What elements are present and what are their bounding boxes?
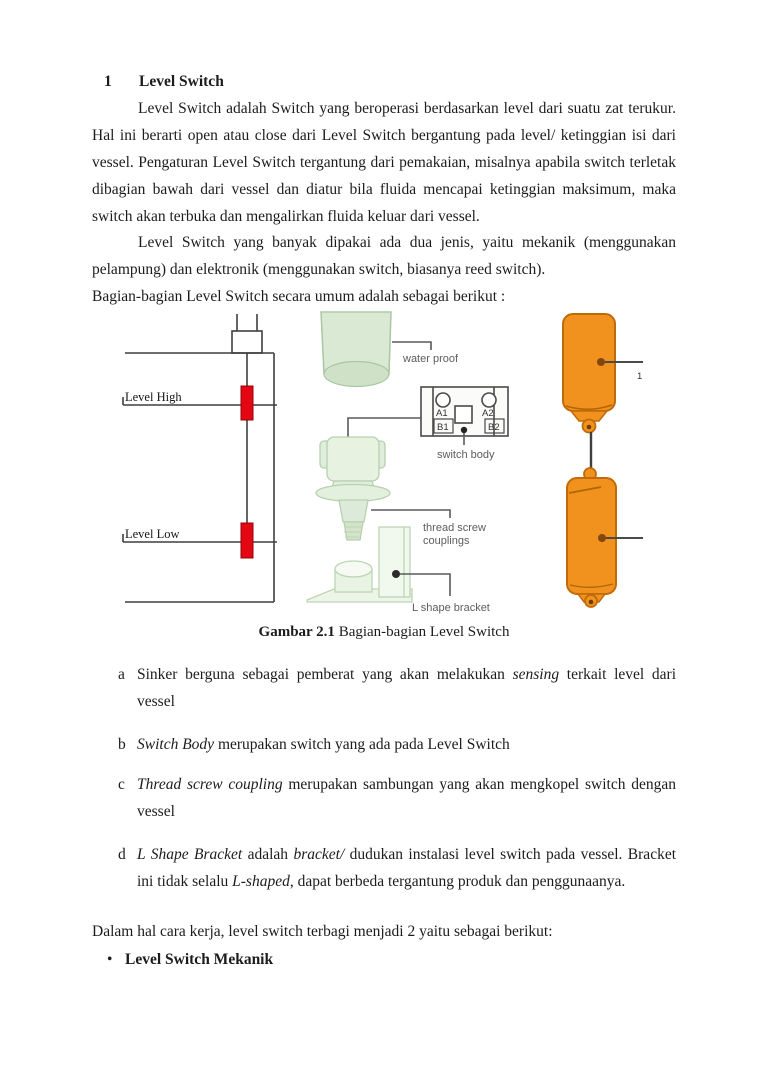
list-item-c <box>118 771 676 825</box>
bracket-pointer-dot <box>392 570 400 578</box>
thread-screw-leader <box>371 510 450 518</box>
list-marker: b <box>118 736 126 753</box>
bullet-icon: • <box>107 951 113 968</box>
list-item-text <box>137 731 676 758</box>
terminal-label-b2: B2 <box>488 422 500 433</box>
list-item-d <box>118 841 676 895</box>
vessel-level-diagram <box>123 314 277 602</box>
terminal-label-a1: A1 <box>436 408 448 419</box>
figure-caption-number: Gambar 2.1 <box>258 624 335 640</box>
terminal-circle-a1 <box>436 393 450 407</box>
list-marker: d <box>118 846 126 863</box>
figure-caption-text: Bagian-bagian Level Switch <box>334 624 510 640</box>
switch-body-pointer-dot <box>461 427 467 433</box>
level-switch-figure <box>0 300 768 620</box>
thread-screw-coupling <box>316 437 390 540</box>
section-number: 1 <box>104 73 112 90</box>
waterproof-housing <box>321 312 391 387</box>
text-run: adalah <box>242 846 294 863</box>
text-run: Thread screw coupling <box>137 776 283 793</box>
list-item-text <box>137 841 676 895</box>
list-marker: c <box>118 776 125 793</box>
float-cutoff-mark: 1 <box>637 371 643 382</box>
level-high-label: Level High <box>125 390 182 404</box>
terminal-label-a2: A2 <box>482 408 494 419</box>
section-title: Level Switch <box>139 73 224 90</box>
thread-screw-label-line2: couplings <box>423 535 470 547</box>
closing-paragraph: Dalam hal cara kerja, level switch terbagi menjadi 2 yaitu sebagai berikut: <box>92 923 553 940</box>
bullet-item-mechanical <box>107 946 273 973</box>
text-run: Switch Body <box>137 736 215 753</box>
text-run: , dapat berbeda tergantung produk dan penggunaanya. <box>289 873 626 890</box>
stem-lines <box>237 314 257 331</box>
text-run: sensing <box>512 666 560 683</box>
text-run: merupakan switch yang ada pada Level Switch <box>214 736 510 753</box>
text-run: L Shape Bracket <box>137 846 243 863</box>
level-high-switch-marker <box>241 386 253 420</box>
text-run: bracket/ <box>293 846 345 863</box>
l-shape-bracket-label: L shape bracket <box>412 602 490 614</box>
float-top-pointer-dot <box>597 358 605 366</box>
paragraph-1: Level Switch adalah Switch yang beroperasi berdasarkan level dari suatu zat terukur. Hal ini berarti open atau close dari Level Switch bergantung pada level/ ketinggian isi dari vessel. Pengaturan Level Switch tergantung dari pemakaian, misalnya apabila switch terletak dibagian bawah dari vessel dan diatur bila fluida mencapai ketinggian maksimum, maka switch akan terbuka dan mengalirkan fluida keluar dari vessel. <box>92 100 676 225</box>
bullet-label: Level Switch Mekanik <box>125 951 274 968</box>
terminal-label-b1: B1 <box>437 422 449 433</box>
terminal-circle-a2 <box>482 393 496 407</box>
text-run: terkait level dari vessel <box>137 666 677 710</box>
text-run: L-shaped <box>232 873 290 890</box>
text-run: dudukan instalasi level switch pada vessel. Bracket ini tidak selalu <box>137 846 677 890</box>
float-sinker-top <box>563 314 615 433</box>
switch-body-label: switch body <box>437 449 495 461</box>
list-item-b <box>118 731 676 758</box>
waterproof-leader <box>392 342 431 350</box>
center-contact <box>455 406 472 423</box>
list-marker: a <box>118 666 125 683</box>
paragraph-3: Bagian-bagian Level Switch secara umum adalah sebagai berikut : <box>92 288 506 305</box>
list-item-a <box>118 661 676 715</box>
section-heading <box>104 73 224 91</box>
waterproof-label: water proof <box>403 353 459 365</box>
list-item-text <box>137 771 676 825</box>
text-run: Sinker berguna sebagai pemberat yang akan melakukan <box>137 666 513 683</box>
list-item-text <box>137 661 676 715</box>
paragraph-2: Level Switch yang banyak dipakai ada dua jenis, yaitu mekanik (menggunakan pelampung) dan elektronik (menggunakan switch, biasanya reed switch). <box>92 234 676 278</box>
text-run: merupakan sambungan yang akan mengkopel switch dengan vessel <box>137 776 676 820</box>
float-bottom-pointer-dot <box>598 534 606 542</box>
level-low-label: Level Low <box>125 527 180 541</box>
level-low-switch-marker <box>241 523 253 558</box>
figure-caption <box>0 619 768 646</box>
thread-screw-label-line1: thread screw <box>423 522 486 534</box>
stem-joint <box>232 331 262 353</box>
